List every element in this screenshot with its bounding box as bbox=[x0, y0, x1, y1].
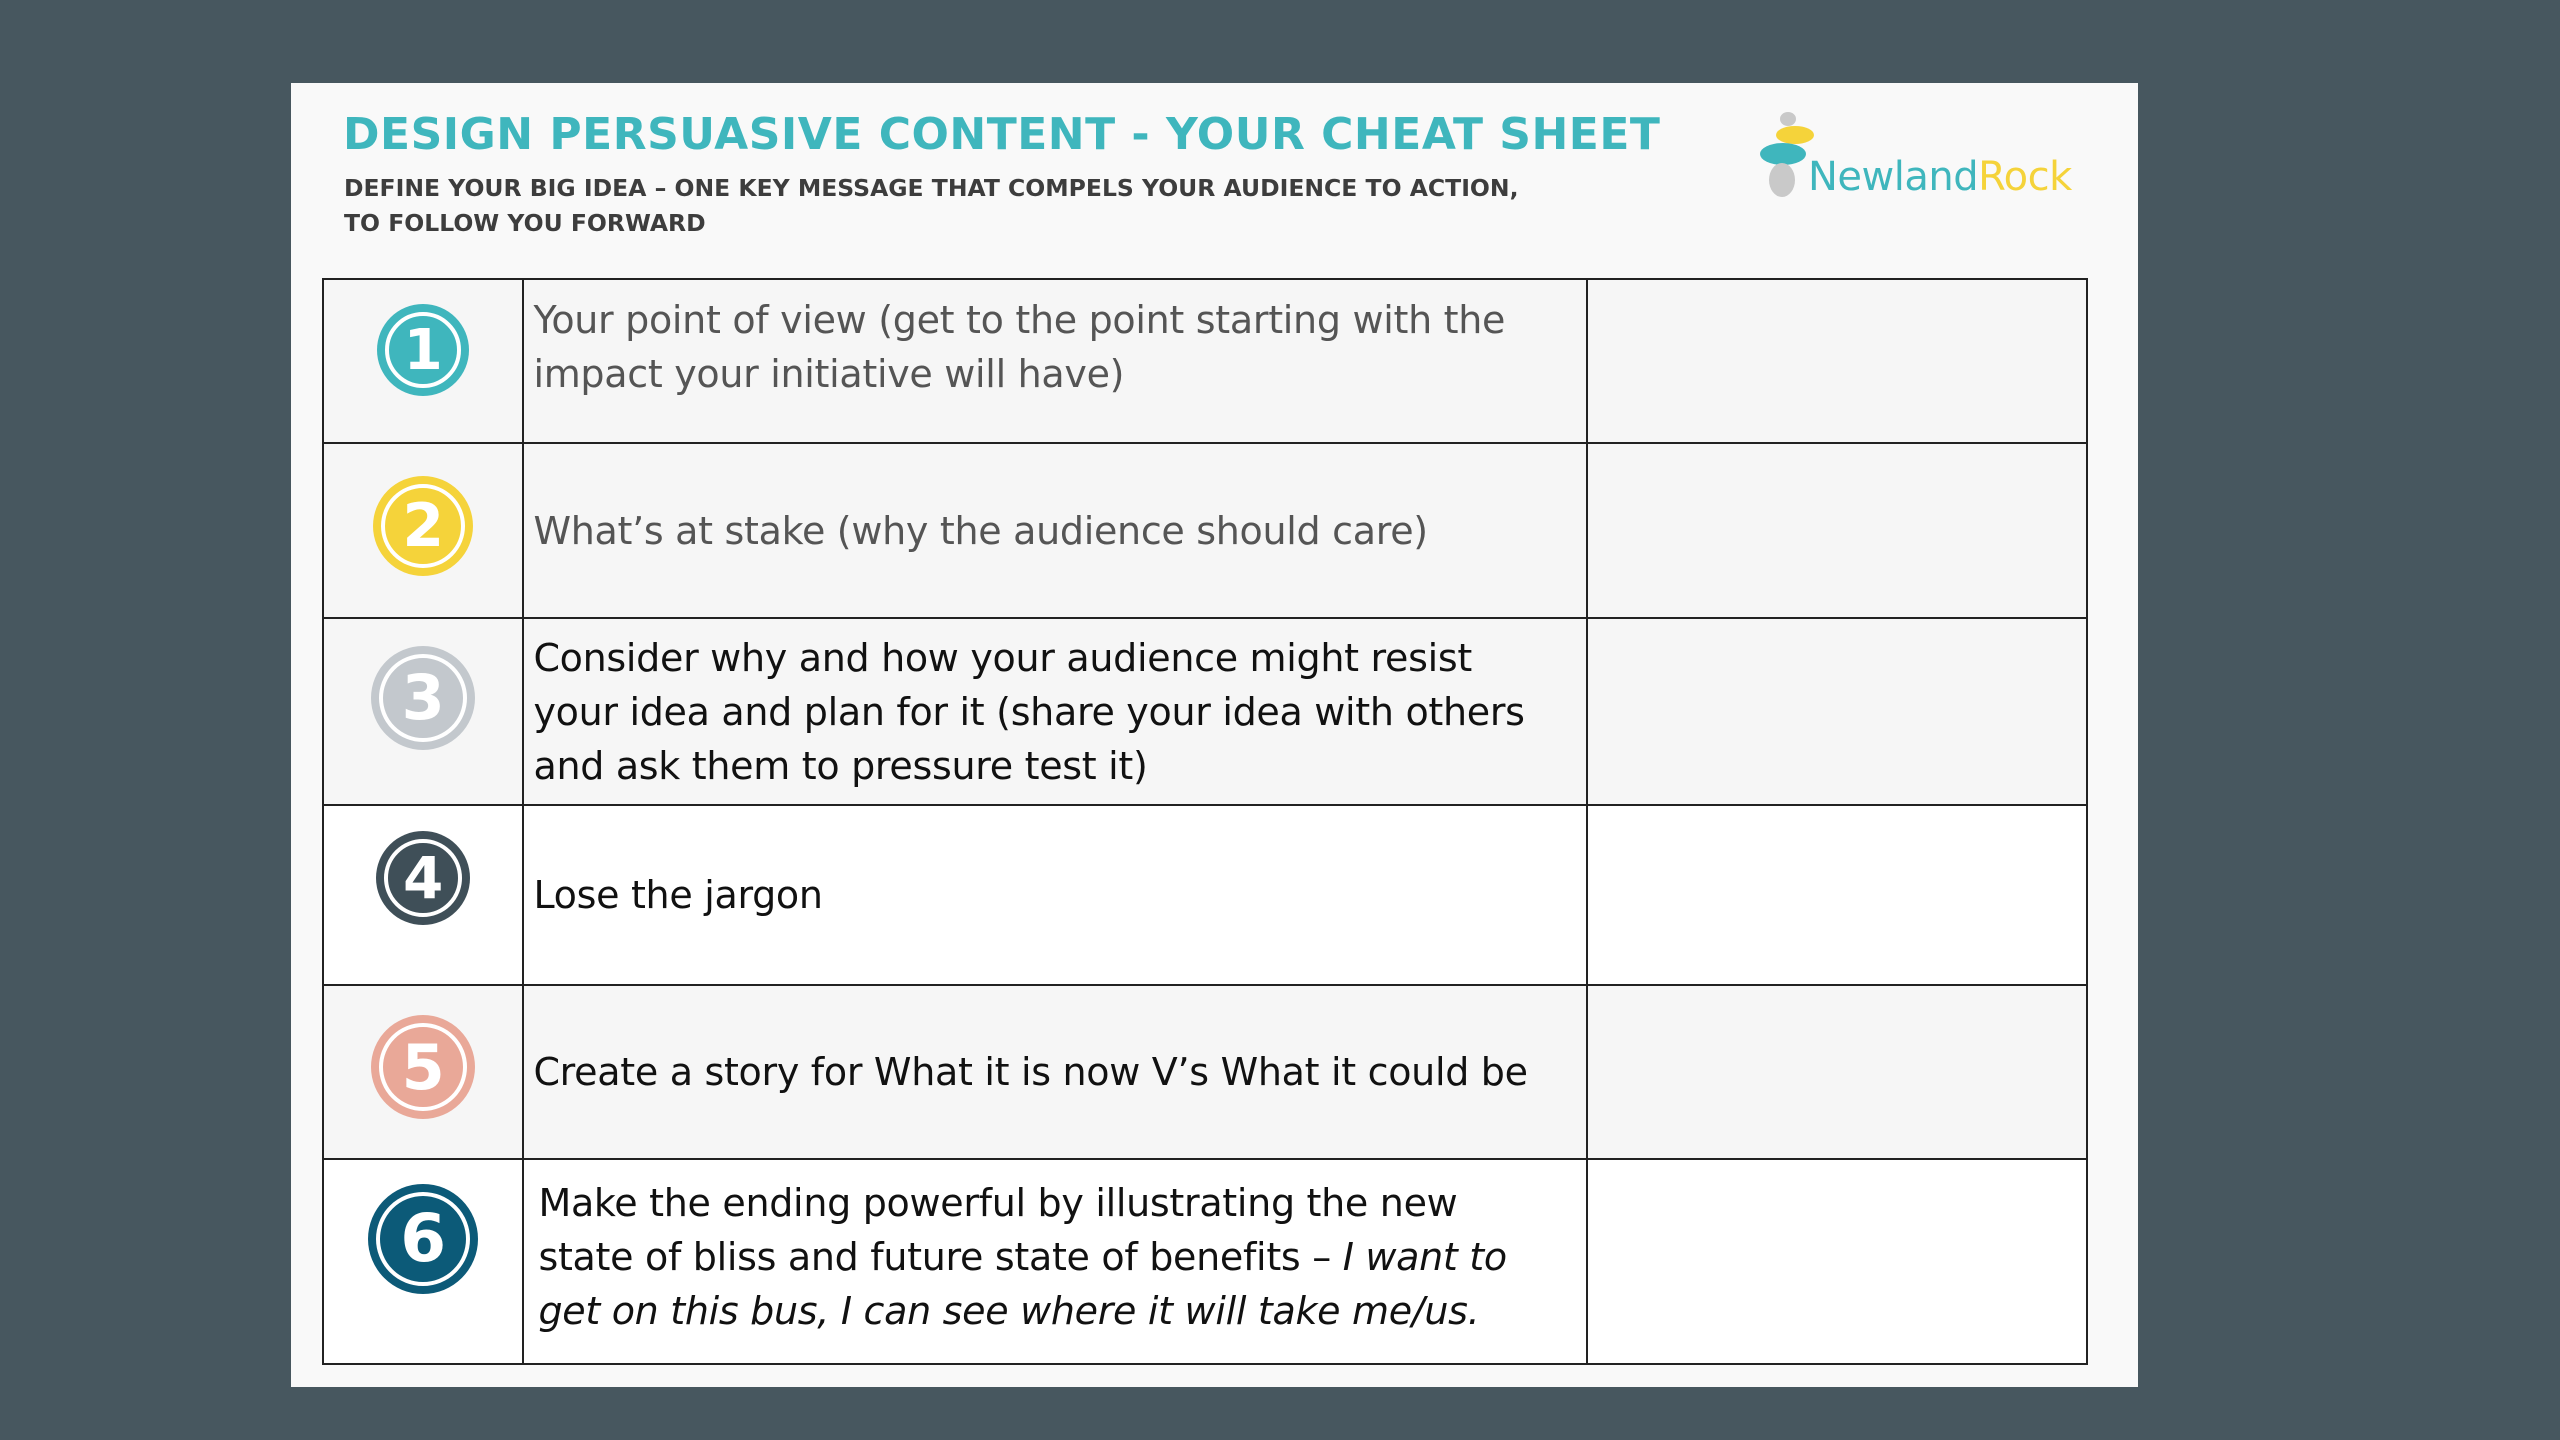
step-number-cell bbox=[323, 805, 523, 985]
step-row bbox=[323, 618, 2087, 805]
step-number-cell bbox=[323, 618, 523, 805]
step-answer-cell[interactable] bbox=[1587, 279, 2087, 443]
step-number-cell bbox=[323, 443, 523, 618]
step-number-cell bbox=[323, 1159, 523, 1364]
step-description: Create a story for What it is now V’s What it could be bbox=[533, 1050, 1528, 1094]
page-subtitle bbox=[344, 171, 1634, 241]
step-answer-cell[interactable] bbox=[1587, 443, 2087, 618]
step-row bbox=[323, 443, 2087, 618]
step-description: Your point of view (get to the point starting with the impact your initiative will have) bbox=[533, 298, 1506, 396]
step-answer-cell[interactable] bbox=[1587, 618, 2087, 805]
subtitle-line-2: TO FOLLOW YOU FORWARD bbox=[344, 209, 706, 237]
step-description: What’s at stake (why the audience should care) bbox=[533, 508, 1428, 553]
number-6-badge-icon: 6 bbox=[368, 1184, 478, 1294]
step-description-cell bbox=[523, 805, 1586, 985]
step-description-cell bbox=[523, 618, 1586, 805]
number-2-badge-icon: 2 bbox=[373, 476, 473, 576]
newlandrock-logo bbox=[1758, 110, 2098, 220]
number-3-badge-icon: 3 bbox=[371, 646, 475, 750]
step-description: Make the ending powerful by illustrating the new state of bliss and future state of benefits – I want to get on this bus, I can see where it will take me/us. bbox=[538, 1180, 1507, 1333]
step-number-cell bbox=[323, 279, 523, 443]
step-number-cell bbox=[323, 985, 523, 1159]
logo-wordmark bbox=[1808, 154, 2072, 200]
step-description: Lose the jargon bbox=[533, 873, 823, 917]
step-description: Consider why and how your audience might resist your idea and plan for it (share your idea with others and ask them to pressure test it) bbox=[533, 635, 1525, 788]
step-row bbox=[323, 985, 2087, 1159]
step-answer-cell[interactable] bbox=[1587, 985, 2087, 1159]
number-4-badge-icon: 4 bbox=[376, 831, 470, 925]
step-description-cell bbox=[523, 1159, 1586, 1364]
step-answer-cell[interactable] bbox=[1587, 805, 2087, 985]
step-row bbox=[323, 279, 2087, 443]
logo-text-newland: Newland bbox=[1808, 154, 1979, 200]
cheat-sheet-page bbox=[291, 83, 2138, 1387]
step-row bbox=[323, 1159, 2087, 1364]
steps-table bbox=[322, 278, 2088, 1365]
step-description-cell bbox=[523, 443, 1586, 618]
number-1-badge-icon: 1 bbox=[377, 304, 469, 396]
step-description-cell bbox=[523, 279, 1586, 443]
number-5-badge-icon: 5 bbox=[371, 1015, 475, 1119]
step-answer-cell[interactable] bbox=[1587, 1159, 2087, 1364]
page-title: DESIGN PERSUASIVE CONTENT - YOUR CHEAT SHEET bbox=[343, 109, 1661, 160]
step-description-cell bbox=[523, 985, 1586, 1159]
subtitle-line-1: DEFINE YOUR BIG IDEA – ONE KEY MESSAGE THAT COMPELS YOUR AUDIENCE TO ACTION, bbox=[344, 174, 1519, 202]
logo-text-rock: Rock bbox=[1978, 154, 2072, 200]
step-row bbox=[323, 805, 2087, 985]
